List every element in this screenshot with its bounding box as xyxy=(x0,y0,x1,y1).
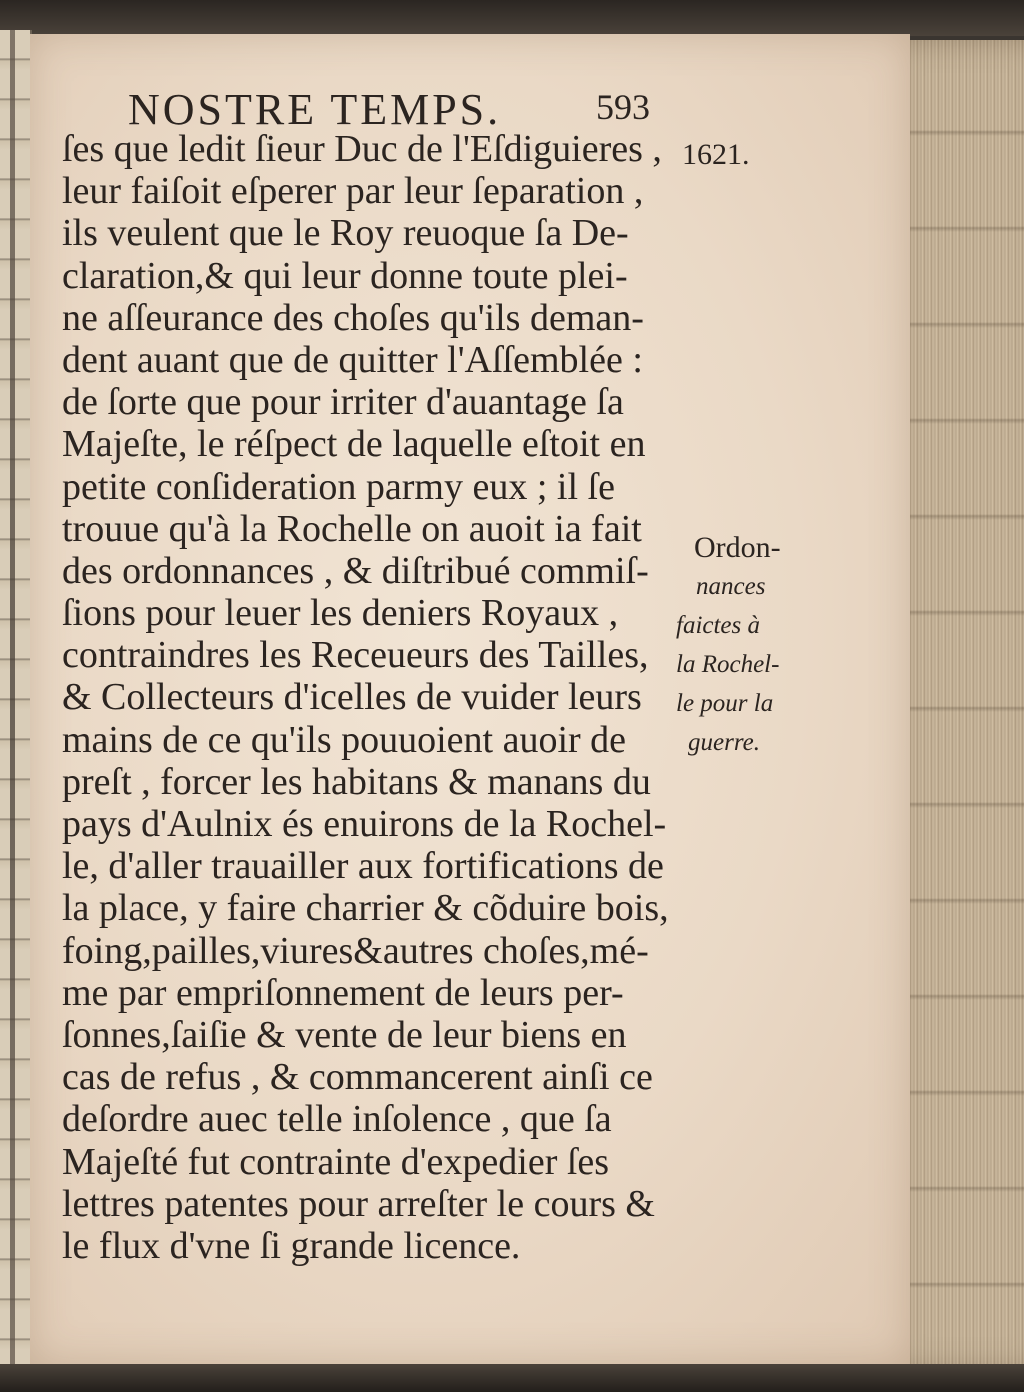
text-line: petite conſideration parmy eux ; il ſe xyxy=(62,465,615,508)
margin-note-line: le pour la xyxy=(676,690,774,717)
text-line: deſordre auec telle inſolence , que ſa xyxy=(62,1098,612,1141)
bottom-shadow xyxy=(0,1364,1024,1392)
text-line: des ordonnances , & diſtribué commiſ- xyxy=(62,549,649,592)
text-line: & Collecteurs d'icelles de vuider leurs xyxy=(62,676,642,719)
top-shadow xyxy=(0,0,1024,36)
text-line: pays d'Aulnix és enuirons de la Rochel- xyxy=(62,803,667,845)
binding-gutter xyxy=(0,30,32,1370)
margin-note xyxy=(676,528,826,762)
text-line: contraindres les Receueurs des Tailles, xyxy=(62,634,649,677)
text-line: ils veulent que le Roy reuoque ſa De- xyxy=(62,212,629,255)
running-head-title: NOSTRE TEMPS. xyxy=(128,85,502,134)
text-line: me par empriſonnement de leurs per- xyxy=(62,971,624,1014)
text-line: leur faiſoit eſperer par leur ſeparation , xyxy=(62,170,644,213)
body-text xyxy=(62,128,702,1267)
text-line: mains de ce qu'ils pouuoient auoir de xyxy=(62,718,627,761)
text-line: ne aſſeurance des choſes qu'ils deman- xyxy=(62,296,644,339)
text-line: cas de refus , & commancerent ainſi ce xyxy=(62,1056,653,1099)
text-line: ſonnes,ſaiſie & vente de leur biens en xyxy=(62,1013,627,1056)
margin-note-line: la Rochel- xyxy=(676,651,780,678)
text-line: Majeſte, le réſpect de laquelle eſtoit en xyxy=(62,423,646,466)
margin-note-line: nances xyxy=(696,573,766,600)
text-line: lettres patentes pour arreſter le cours & xyxy=(62,1182,655,1225)
page-number: 593 xyxy=(596,87,650,127)
margin-note-line: faictes à xyxy=(676,612,761,639)
text-line: la place, y faire charrier & cõduire bois, xyxy=(62,887,669,930)
margin-note-line: guerre. xyxy=(688,729,760,756)
text-line: ſions pour leuer les deniers Royaux , xyxy=(62,592,619,635)
text-line: dent auant que de quitter l'Aſſemblée : xyxy=(62,338,643,381)
text-line: preſt , forcer les habitans & manans du xyxy=(62,760,651,803)
text-line: le, d'aller trauailler aux fortifications de xyxy=(62,845,664,888)
text-line: le flux d'vne ſi grande licence. xyxy=(62,1224,521,1267)
text-line: Majeſté fut contrainte d'expedier ſes xyxy=(62,1140,610,1183)
text-line: de ſorte que pour irriter d'auantage ſa xyxy=(62,381,624,424)
text-line: trouue qu'à la Rochelle on auoit ia fait xyxy=(62,507,642,550)
marginal-year: 1621. xyxy=(682,138,750,171)
text-line: claration,& qui leur donne toute plei- xyxy=(62,254,628,297)
margin-note-line: Ordon- xyxy=(694,531,781,564)
text-line: ſes que ledit ſieur Duc de l'Eſdiguieres , xyxy=(62,128,662,170)
text-line: foing,pailles,viures&autres choſes,mé- xyxy=(62,929,649,972)
